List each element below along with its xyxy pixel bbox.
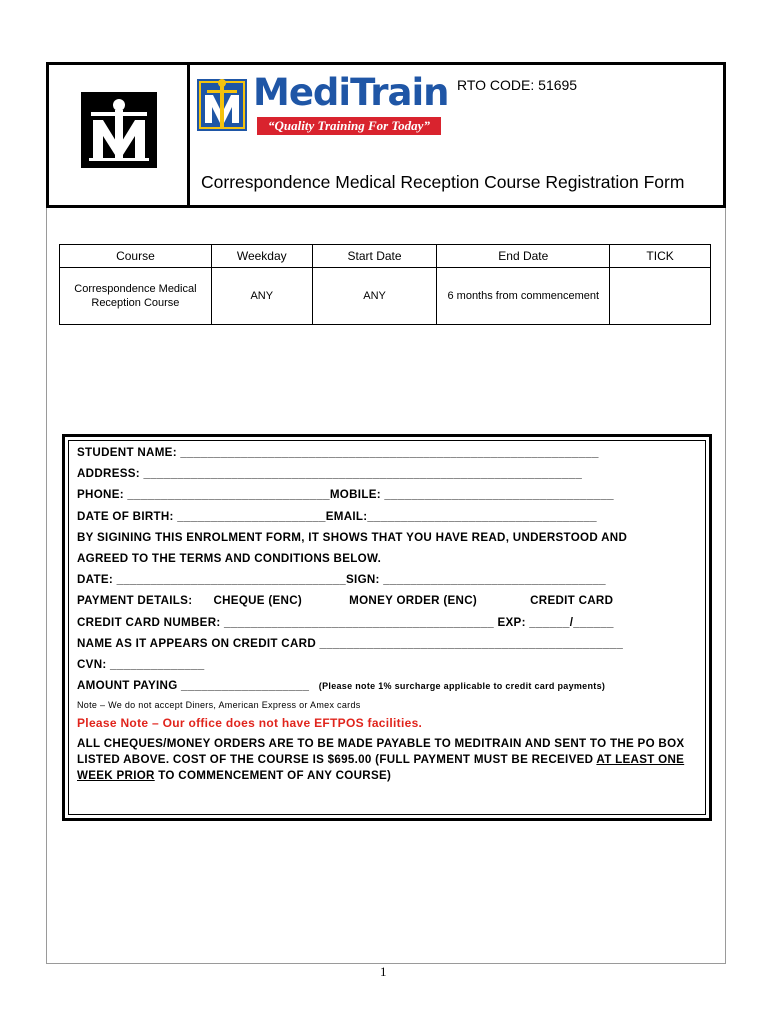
registration-fields — [77, 442, 697, 784]
student-name-field[interactable]: STUDENT NAME: ______________________________________________________________ — [77, 446, 599, 459]
cell-start-date: ANY — [312, 268, 437, 325]
monogram-icon — [81, 92, 157, 168]
phone-mobile-field[interactable]: PHONE: ______________________________MOBILE: __________________________________ — [77, 488, 614, 502]
form-title: Correspondence Medical Reception Course Registration Form — [201, 172, 685, 192]
column-header-start-date: Start Date — [312, 245, 437, 268]
declaration-line-1: BY SIGINING THIS ENROLMENT FORM, IT SHOWS THAT YOU HAVE READ, UNDERSTOOD AND — [77, 530, 628, 544]
tick-box[interactable] — [610, 268, 711, 325]
cell-end-date: 6 months from commencement — [437, 268, 610, 325]
cell-course: Correspondence Medical Reception Course — [60, 268, 212, 325]
brand-name: MediTrain — [253, 71, 449, 114]
address-field[interactable]: ADDRESS: _________________________________________________________________ — [77, 467, 583, 481]
registration-box — [62, 434, 712, 821]
column-header-tick: TICK — [610, 245, 711, 268]
rto-code: RTO CODE: 51695 — [457, 77, 578, 93]
credit-card-number-field[interactable]: CREDIT CARD NUMBER: ________________________________________ EXP: ______/______ — [77, 615, 614, 629]
meditrain-brand-logo — [197, 73, 457, 135]
eftpos-note: Please Note – Our office does not have EFTPOS facilities. — [77, 716, 423, 731]
amount-paying-field[interactable]: AMOUNT PAYING ___________________ — [77, 679, 310, 693]
payment-option-money-order[interactable]: MONEY ORDER (ENC) — [349, 594, 478, 608]
form-header — [46, 62, 726, 208]
table-row — [60, 268, 711, 325]
name-on-card-field[interactable]: NAME AS IT APPEARS ON CREDIT CARD _____________________________________________ — [77, 636, 624, 650]
payment-details-label: PAYMENT DETAILS: — [77, 594, 193, 608]
cvn-field[interactable]: CVN: ______________ — [77, 657, 205, 671]
cell-weekday: ANY — [211, 268, 312, 325]
column-header-course: Course — [60, 245, 212, 268]
declaration-line-2: AGREED TO THE TERMS AND CONDITIONS BELOW. — [77, 551, 382, 565]
surcharge-note: (Please note 1% surcharge applicable to credit card payments) — [318, 681, 606, 692]
payment-instructions — [77, 736, 697, 784]
course-table-header-row — [60, 245, 711, 268]
payment-instructions-text: ALL CHEQUES/MONEY ORDERS ARE TO BE MADE PAYABLE TO MEDITRAIN AND SENT TO THE PO BOX LISTED ABOVE. COST OF THE COURSE IS $695.00 (FULL PAYMENT MUST BE RECEIVED — [77, 737, 685, 767]
cards-note: Note – We do not accept Diners, American Express or Amex cards — [77, 700, 361, 711]
page-number: 1 — [380, 964, 387, 979]
column-header-weekday: Weekday — [211, 245, 312, 268]
course-table — [59, 244, 711, 325]
meditrain-monogram-logo — [81, 92, 157, 168]
payment-option-cheque[interactable]: CHEQUE (ENC) — [213, 594, 303, 608]
payment-deadline-underlined: AT LEAST ONE WEEK PRIOR — [77, 753, 685, 783]
meditrain-caduceus-icon — [197, 73, 249, 133]
dob-email-field[interactable]: DATE OF BIRTH: ______________________EMAIL:__________________________________ — [77, 509, 597, 523]
column-header-end-date: End Date — [437, 245, 610, 268]
payment-option-credit-card[interactable]: CREDIT CARD — [530, 594, 614, 608]
brand-tagline: “Quality Training For Today” — [257, 117, 441, 135]
amount-paying-row — [77, 675, 697, 696]
payment-instructions-tail: TO COMMENCEMENT OF ANY COURSE) — [154, 769, 392, 783]
payment-details-row — [77, 590, 697, 611]
date-sign-field[interactable]: DATE: __________________________________SIGN: _________________________________ — [77, 573, 606, 587]
header-divider — [187, 65, 190, 205]
